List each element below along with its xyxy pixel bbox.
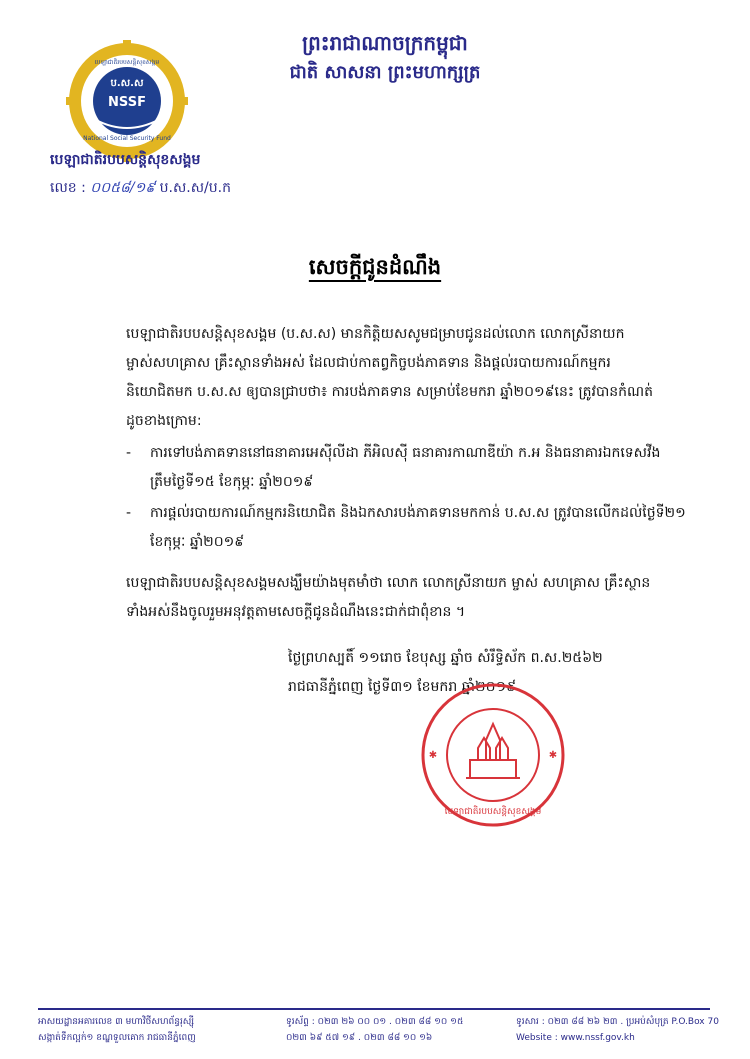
lunar-date: ថ្ងៃព្រហស្បតិ៍ ១១រោច ខែបុស្ស ឆ្នាំច សំរឹទ្ធិស័ក ព.ស.២៥៦២ [288,650,603,666]
bullet-text: ការទៅបង់ភាគទាននៅធនាគារអេស៊ីលីដា ភីអិលស៊ី ធនាគារកាណាឌីយ៉ា ក.អ និងធនាគារឯកទេសវីង ត្រឹមថ្ងៃទី១៥ ខែកុម្ភៈ ឆ្នាំ២០១៩ [150,445,661,490]
official-stamp [418,680,568,830]
stamp-outer-ring [423,685,563,825]
stamp-star-icon: ✱ [548,750,558,761]
ref-prefix: លេខ : [50,180,86,196]
phone-line-1: ទូរស័ព្ទ : ០២៣ ២៦ ០០ ០១ . ០២៣ ៨៨ ១០ ១៥ [286,1017,464,1027]
logo-abbr: ប.ស.ស [110,78,144,89]
bullet-list [126,439,686,559]
paragraph-2: បេឡាជាតិរបបសន្តិសុខសង្គមសង្ឃឹមយ៉ាងមុតមាំថា លោក លោកស្រីនាយក ម្ចាស់ សហគ្រាស គ្រឹះស្ថានទាំងអស់នឹងចូលរួមអនុវត្តតាមសេចក្តីជូនដំណឹងនេះជាក់ជាពុំខាន ។ [126,575,651,620]
nssf-logo [66,40,188,162]
address-line-2: សង្កាត់ទឹកល្អក់១ ខណ្ឌទួលគោក រាជធានីភ្នំពេញ [38,1033,196,1043]
address-line-1: អាសយដ្ឋានអគារលេខ ៣ មហាវិថីសហព័ន្ធរុស្ស៊ី [38,1017,195,1027]
org-name: បេឡាជាតិរបបសន្តិសុខសង្គម [50,152,201,168]
bullet-item-2 [126,499,686,557]
stamp-ring-text: បេឡាជាតិរបបសន្តិសុខសង្គម [444,807,542,817]
footer-contact [516,1014,719,1046]
stamp-star-icon: ✱ [428,750,438,761]
website-link: Website : www.nssf.gov.kh [516,1033,635,1043]
reference-number [50,178,231,199]
kingdom-title: ព្រះរាជាណាចក្រកម្ពុជា [302,31,468,55]
footer-divider [38,1008,710,1010]
phone-line-2: ០២៣ ៦៩ ៥៧ ១៩ . ០២៣ ៨៨ ១០ ១៦ [286,1033,433,1043]
fax-line: ទូរសារ : ០២៣ ៨៨ ២៦ ២៣ . ប្រអប់សំបុត្រ P.O.Box 70 [516,1017,719,1027]
footer-address [38,1014,196,1046]
national-motto: ជាតិ សាសនា ព្រះមហាក្សត្រ [289,62,481,83]
paragraph-1: បេឡាជាតិរបបសន្តិសុខសង្គម (ប.ស.ស) មានកិត្តិយសសូមជម្រាបជូនដល់លោក លោកស្រីនាយក ម្ចាស់សហគ្រាស គ្រឹះស្ថានទាំងអស់ ដែលជាប់កាតព្វកិច្ចបង់ភាគទាន និងផ្តល់របាយការណ៍កម្មករនិយោជិតមក ប.ស.ស ឲ្យបានជ្រាបថា៖ ការបង់ភាគទាន សម្រាប់ខែមករា ឆ្នាំ២០១៩នេះ ត្រូវបានកំណត់ដូចខាងក្រោម: [126,326,654,429]
logo-ring-text-en: National Social Security Fund [83,135,171,142]
bullet-item-1 [126,439,686,497]
footer-phones [286,1014,463,1046]
ref-suffix: ប.ស.ស/ប.ក [159,180,231,196]
angkor-wat-icon [466,724,520,778]
bullet-text: ការផ្តល់របាយការណ៍កម្មករនិយោជិត និងឯកសារបង់ភាគទានមកកាន់ ប.ស.ស ត្រូវបានលើកដល់ថ្ងៃទី២១ ខែកុម្ភៈ ឆ្នាំ២០១៩ [150,505,686,550]
logo-nssf: NSSF [108,95,146,110]
letterhead [270,28,500,88]
solar-date: រាជធានីភ្នំពេញ ថ្ងៃទី៣១ ខែមករា ឆ្នាំ២០១៩ [288,679,516,695]
logo-ring-text-km: បេឡាជាតិរបបសន្តិសុខសង្គម [94,59,160,66]
bullet-marker: - [126,505,132,521]
bullet-marker: - [126,445,132,461]
ref-handwritten: ០០៥៨/១៩ [90,180,156,196]
document-title: សេចក្តីជូនដំណឹង [308,255,442,279]
